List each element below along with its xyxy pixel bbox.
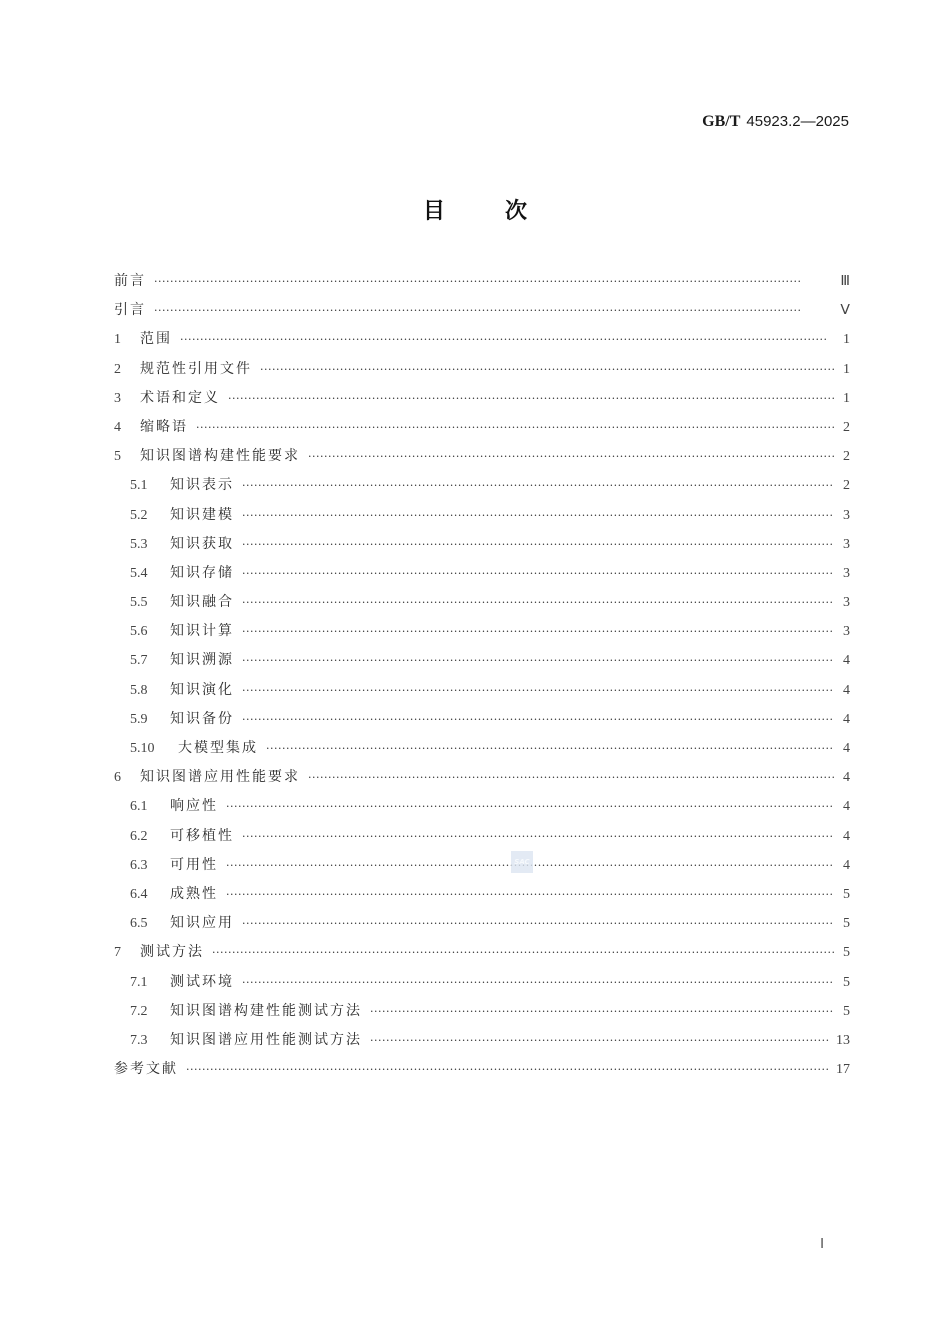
toc-entry[interactable] — [114, 533, 850, 562]
toc-leader-dots — [242, 684, 834, 697]
toc-entry-label: 前言 — [114, 273, 146, 289]
toc-entry-label: 知识融合 — [170, 594, 234, 611]
toc-entry-number: 5.10 — [130, 741, 155, 756]
toc-entry[interactable] — [114, 270, 850, 299]
toc-entry[interactable] — [114, 358, 850, 387]
toc-entry-label: 知识图谱应用性能要求 — [140, 769, 300, 786]
toc-entry-page: 4 — [843, 653, 850, 669]
toc-leader-dots — [242, 538, 834, 551]
toc-entry[interactable] — [114, 591, 850, 620]
toc-entry-page: 3 — [843, 565, 850, 581]
toc-entry[interactable] — [114, 1029, 850, 1058]
toc-entry[interactable] — [114, 825, 850, 854]
toc-entry[interactable] — [114, 941, 850, 970]
toc-entry-page: 4 — [843, 711, 850, 727]
toc-entry-label: 术语和定义 — [140, 389, 220, 406]
toc-entry-label: 大模型集成 — [178, 740, 258, 756]
toc-leader-dots — [226, 888, 834, 901]
toc-entry-label: 知识备份 — [170, 710, 234, 727]
toc-entry-number: 5.1 — [130, 478, 148, 494]
toc-entry-number: 6.5 — [130, 916, 148, 932]
toc-entry-number: 5.4 — [130, 565, 148, 581]
toc-entry[interactable] — [114, 328, 850, 357]
toc-leader-dots — [260, 363, 834, 376]
toc-leader-dots — [266, 742, 834, 755]
toc-leader-dots — [154, 275, 834, 288]
toc-entry-label: 知识演化 — [170, 681, 234, 698]
toc-entry[interactable] — [114, 445, 850, 474]
toc-entry-page: 3 — [843, 507, 850, 523]
toc-entry-number: 4 — [114, 419, 121, 435]
toc-entry-number: 7 — [114, 945, 121, 961]
toc-entry[interactable] — [114, 679, 850, 708]
toc-leader-dots — [242, 625, 834, 638]
toc-entry-number: 6.1 — [130, 799, 148, 815]
toc-entry-label: 规范性引用文件 — [140, 360, 252, 377]
toc-entry-number: 2 — [114, 361, 121, 377]
toc-entry-page: 3 — [843, 536, 850, 552]
standard-code: 45923.2—2025 — [746, 113, 849, 130]
toc-entry[interactable] — [114, 708, 850, 737]
toc-entry-number: 5.7 — [130, 653, 148, 669]
toc-entry-label: 知识溯源 — [170, 652, 234, 669]
toc-leader-dots — [242, 509, 834, 522]
toc-entry-page: 5 — [843, 945, 850, 961]
toc-leader-dots — [308, 450, 834, 463]
toc-entry-page: 4 — [843, 828, 850, 844]
toc-leader-dots — [180, 333, 834, 346]
toc-entry-label: 可移植性 — [170, 827, 234, 844]
toc-entry-label: 范围 — [140, 331, 172, 348]
toc-entry[interactable] — [114, 795, 850, 824]
toc-entry-number: 5 — [114, 449, 121, 465]
toc-leader-dots — [228, 392, 834, 405]
toc-entry-number: 6.2 — [130, 828, 148, 844]
toc-entry-page: 1 — [843, 332, 850, 348]
toc-entry-label: 知识计算 — [170, 623, 234, 640]
toc-entry-page: 17 — [836, 1062, 850, 1078]
toc-entry-label: 引言 — [114, 302, 146, 319]
toc-entry[interactable] — [114, 1058, 850, 1087]
toc-leader-dots — [242, 479, 834, 492]
toc-entry-number: 7.2 — [130, 1003, 148, 1019]
toc-entry[interactable] — [114, 737, 850, 766]
toc-entry-number: 3 — [114, 390, 121, 406]
toc-entry-page: 4 — [843, 741, 850, 756]
toc-entry-label: 测试环境 — [170, 973, 234, 990]
toc-entry[interactable] — [114, 416, 850, 445]
toc-entry-label: 测试方法 — [140, 944, 204, 961]
toc-entry-page: 1 — [843, 390, 850, 406]
toc-entry[interactable] — [114, 620, 850, 649]
toc-entry[interactable] — [114, 299, 850, 328]
toc-entry[interactable] — [114, 387, 850, 416]
toc-entry-page: 1 — [843, 361, 850, 377]
table-of-contents — [114, 270, 850, 1087]
toc-entry-number: 7.3 — [130, 1032, 148, 1048]
toc-entry-page: 5 — [843, 974, 850, 990]
toc-entry-label: 参考文献 — [114, 1061, 178, 1078]
toc-leader-dots — [212, 946, 834, 959]
title-char-2: 次 — [505, 199, 528, 224]
toc-entry[interactable] — [114, 766, 850, 795]
toc-entry-number: 7.1 — [130, 974, 148, 990]
toc-entry-number: 1 — [114, 332, 121, 348]
title-char-1: 目 — [422, 199, 445, 224]
sac-watermark-logo: SAC — [511, 851, 533, 873]
toc-leader-dots — [308, 771, 834, 784]
toc-entry-label: 缩略语 — [140, 418, 188, 435]
toc-entry-number: 5.8 — [130, 682, 148, 698]
toc-leader-dots — [370, 1005, 834, 1018]
toc-entry[interactable] — [114, 883, 850, 912]
toc-entry[interactable] — [114, 474, 850, 503]
toc-leader-dots — [186, 1063, 830, 1076]
toc-leader-dots — [242, 713, 834, 726]
toc-entry-label: 可用性 — [170, 856, 218, 873]
toc-entry[interactable] — [114, 854, 850, 883]
toc-entry[interactable] — [114, 562, 850, 591]
toc-entry-number: 5.5 — [130, 595, 148, 611]
toc-entry-label: 知识图谱构建性能测试方法 — [170, 1002, 362, 1019]
toc-entry[interactable] — [114, 1000, 850, 1029]
toc-entry[interactable] — [114, 971, 850, 1000]
toc-leader-dots — [242, 917, 834, 930]
toc-entry-number: 5.9 — [130, 711, 148, 727]
toc-entry-page: 2 — [843, 419, 850, 435]
toc-leader-dots — [242, 654, 834, 667]
toc-entry-page: Ⅴ — [840, 303, 850, 319]
toc-entry-label: 知识图谱构建性能要求 — [140, 448, 300, 465]
toc-entry-page: 5 — [843, 916, 850, 932]
toc-leader-dots — [370, 1034, 830, 1047]
toc-entry-number: 6.3 — [130, 857, 148, 873]
toc-entry[interactable] — [114, 649, 850, 678]
toc-entry-page: 4 — [843, 682, 850, 698]
toc-entry-label: 知识建模 — [170, 506, 234, 523]
toc-entry-page: 13 — [836, 1032, 850, 1048]
toc-entry-label: 知识图谱应用性能测试方法 — [170, 1031, 362, 1048]
toc-entry-page: 4 — [843, 799, 850, 815]
toc-leader-dots — [242, 830, 834, 843]
toc-leader-dots — [226, 800, 834, 813]
page-number: Ⅰ — [820, 1237, 825, 1252]
page-title — [0, 194, 950, 225]
toc-entry-number: 6 — [114, 770, 121, 786]
toc-entry[interactable] — [114, 504, 850, 533]
toc-entry-page: 2 — [843, 449, 850, 465]
standard-number — [702, 113, 849, 131]
toc-entry-label: 知识存储 — [170, 564, 234, 581]
toc-entry-number: 6.4 — [130, 886, 148, 902]
toc-leader-dots — [242, 567, 834, 580]
toc-entry-page: 2 — [843, 478, 850, 494]
toc-entry-page: Ⅲ — [840, 274, 850, 289]
toc-leader-dots — [154, 304, 834, 317]
toc-entry-page: 4 — [843, 857, 850, 873]
toc-entry-page: 5 — [843, 1003, 850, 1019]
toc-entry-label: 响应性 — [170, 798, 218, 815]
standard-prefix: GB/T — [702, 113, 741, 130]
toc-entry-label: 知识应用 — [170, 915, 234, 932]
toc-leader-dots — [242, 976, 834, 989]
toc-entry[interactable] — [114, 912, 850, 941]
toc-entry-page: 5 — [843, 886, 850, 902]
toc-entry-label: 成熟性 — [170, 885, 218, 902]
toc-entry-number: 5.2 — [130, 507, 148, 523]
toc-entry-number: 5.3 — [130, 536, 148, 552]
toc-entry-label: 知识获取 — [170, 535, 234, 552]
toc-entry-label: 知识表示 — [170, 477, 234, 494]
toc-leader-dots — [196, 421, 834, 434]
toc-entry-page: 3 — [843, 624, 850, 640]
toc-entry-page: 3 — [843, 595, 850, 611]
toc-entry-page: 4 — [843, 770, 850, 786]
toc-entry-number: 5.6 — [130, 624, 148, 640]
toc-leader-dots — [242, 596, 834, 609]
